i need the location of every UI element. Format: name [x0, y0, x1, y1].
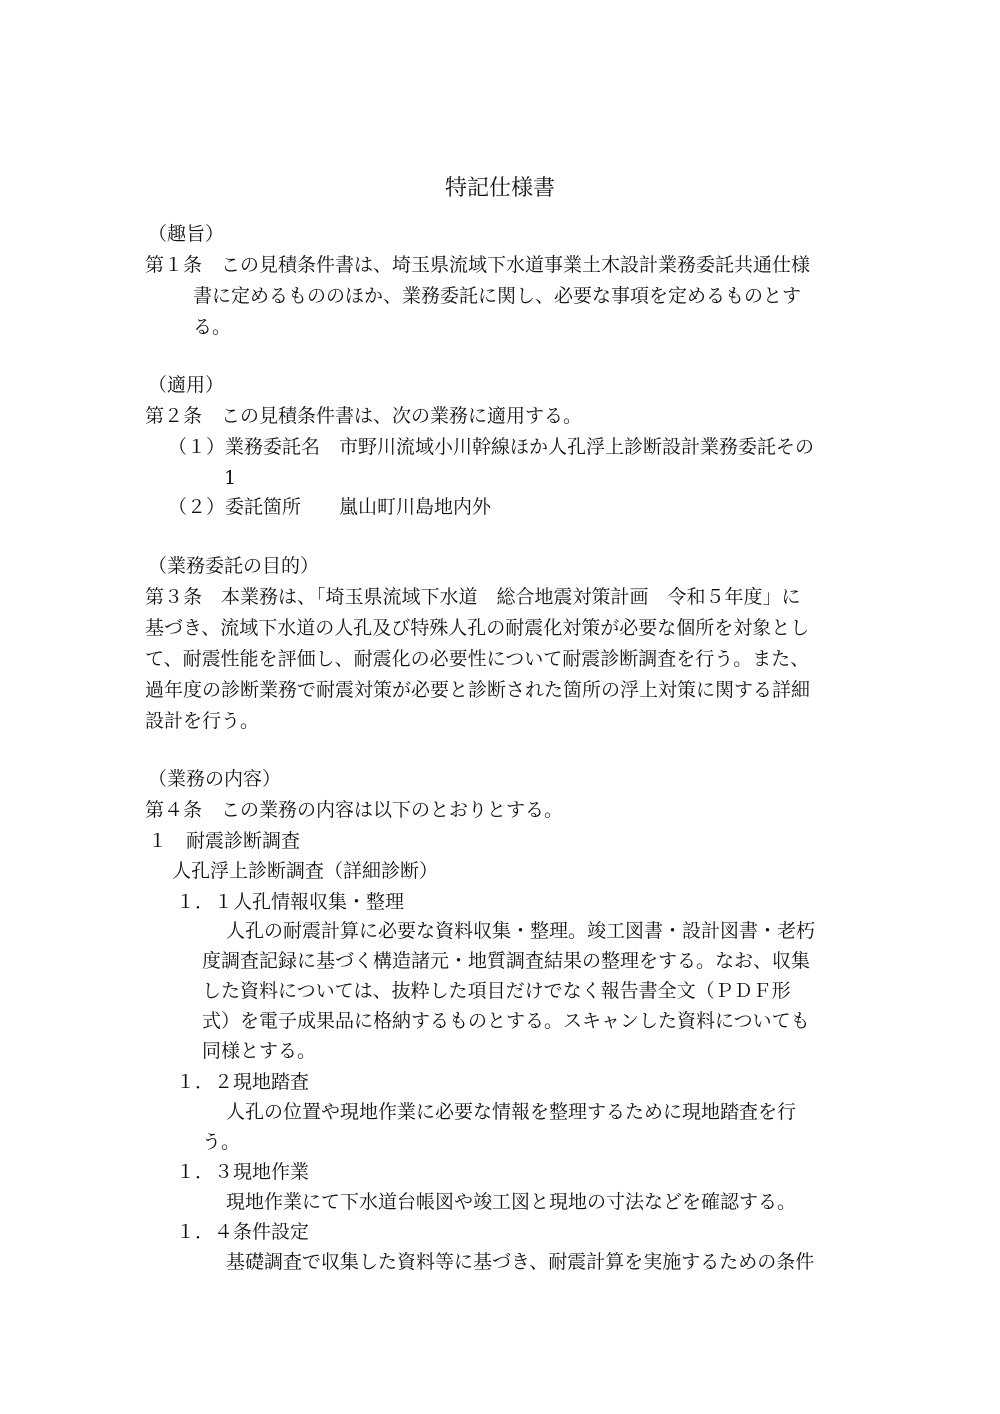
article-1-line-2: 書に定めるもののほか、業務委託に関し、必要な事項を定めるものとす: [193, 285, 802, 307]
section-1-heading: １ 耐震診断調査: [148, 830, 301, 852]
item-1-1-line-4: 式）を電子成果品に格納するものとする。スキャンした資料についても: [202, 1010, 810, 1032]
article-1-line-1: 第１条 この見積条件書は、埼玉県流域下水道事業土木設計業務委託共通仕様: [145, 254, 811, 276]
article-2-item-1: （１）業務委託名 市野川流域小川幹線ほか人孔浮上診断設計業務委託その: [168, 436, 815, 458]
item-1-2-line-2: う。: [202, 1131, 241, 1153]
subsection-heading: 人孔浮上診断調査（詳細診断）: [172, 860, 439, 882]
item-1-2-line-1: 人孔の位置や現地作業に必要な情報を整理するために現地踏査を行: [226, 1101, 797, 1123]
heading-application: （適用）: [148, 374, 225, 396]
heading-purpose: （趣旨）: [148, 223, 225, 245]
item-1-1-line-5: 同様とする。: [202, 1040, 317, 1062]
item-1-2-heading: １．２現地踏査: [176, 1071, 310, 1093]
item-1-1-line-1: 人孔の耐震計算に必要な資料収集・整理。竣工図書・設計図書・老朽: [226, 920, 816, 942]
article-2-item-2: （２）委託箇所 嵐山町川島地内外: [168, 496, 492, 518]
heading-contents: （業務の内容）: [148, 768, 282, 790]
article-3-line-5: 設計を行う。: [145, 710, 260, 732]
article-4-line-1: 第４条 この業務の内容は以下のとおりとする。: [145, 799, 564, 821]
document-title: 特記仕様書: [444, 176, 555, 201]
item-1-3-line-1: 現地作業にて下水道台帳図や竣工図と現地の寸法などを確認する。: [226, 1191, 797, 1213]
article-3-line-2: 基づき、流域下水道の人孔及び特殊人孔の耐震化対策が必要な個所を対象とし: [145, 617, 810, 639]
article-2-item-1-cont: 1: [224, 467, 237, 489]
article-1-line-3: る。: [193, 316, 232, 338]
item-1-1-line-3: した資料については、抜粋した項目だけでなく報告書全文（ＰＤＦ形: [202, 980, 791, 1002]
item-1-3-heading: １．３現地作業: [176, 1161, 310, 1183]
article-3-line-1: 第３条 本業務は、「埼玉県流域下水道 総合地震対策計画 令和５年度」に: [145, 586, 801, 608]
item-1-1-line-2: 度調査記録に基づく構造諸元・地質調査結果の整理をする。なお、収集: [202, 950, 811, 972]
article-3-line-4: 過年度の診断業務で耐震対策が必要と診断された箇所の浮上対策に関する詳細: [145, 679, 811, 701]
item-1-1-heading: １．１人孔情報収集・整理: [176, 891, 405, 913]
item-1-4-heading: １．４条件設定: [176, 1221, 310, 1243]
article-2-line-1: 第２条 この見積条件書は、次の業務に適用する。: [145, 405, 583, 427]
article-3-line-3: て、耐震性能を評価し、耐震化の必要性について耐震診断調査を行う。また、: [145, 648, 810, 670]
heading-objective: （業務委託の目的）: [148, 555, 320, 577]
item-1-4-line-1: 基礎調査で収集した資料等に基づき、耐震計算を実施するための条件: [226, 1251, 815, 1273]
